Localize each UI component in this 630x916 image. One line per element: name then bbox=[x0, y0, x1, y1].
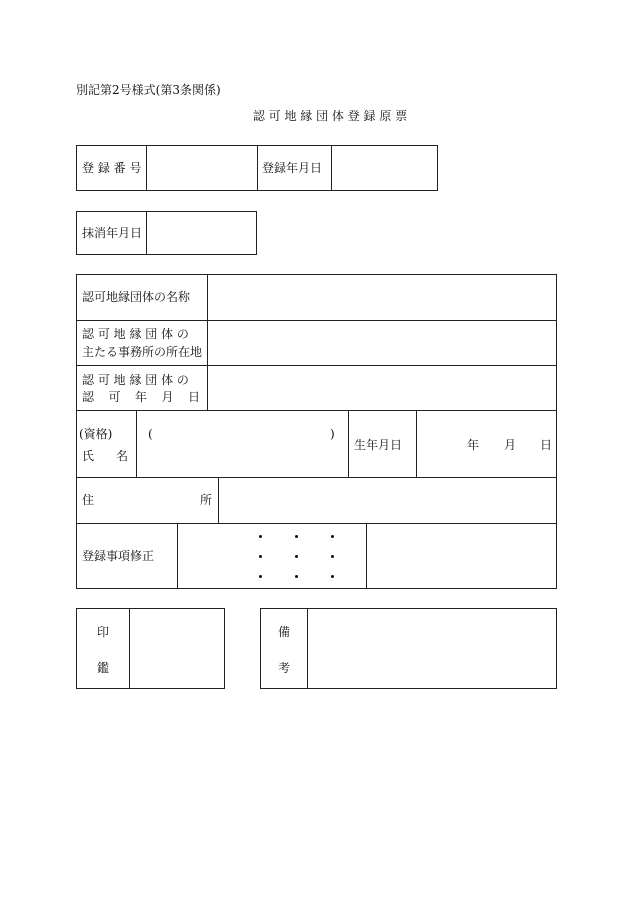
date-dot bbox=[259, 555, 262, 558]
seal-label-2: 鑑 bbox=[97, 661, 110, 675]
registration-number-field[interactable] bbox=[147, 146, 256, 190]
paren-close: ) bbox=[330, 427, 335, 441]
label-char: 名 bbox=[115, 449, 128, 463]
date-dot bbox=[259, 575, 262, 578]
remarks-field[interactable] bbox=[308, 609, 556, 688]
label-char: 住 bbox=[82, 493, 95, 507]
name-label bbox=[82, 448, 128, 464]
approval-label-line1: 認 可 地 縁 団 体 の bbox=[82, 373, 189, 387]
address-label bbox=[82, 492, 212, 508]
office-label-line2: 主たる事務所の所在地 bbox=[82, 345, 203, 359]
correction-label: 登録事項修正 bbox=[82, 549, 155, 563]
office-label-line1: 認 可 地 縁 団 体 の bbox=[82, 327, 189, 341]
qualification-label: (資格) bbox=[79, 427, 113, 441]
registration-number-label: 登 録 番 号 bbox=[82, 161, 142, 175]
label-char: 所 bbox=[199, 493, 212, 507]
registration-date-label: 登録年月日 bbox=[262, 161, 323, 175]
representative-name-field[interactable] bbox=[137, 411, 348, 477]
birthdate-field[interactable] bbox=[417, 411, 556, 477]
remarks-label-2: 考 bbox=[278, 661, 291, 675]
cancellation-date-label: 抹消年月日 bbox=[82, 226, 143, 240]
seal-field[interactable] bbox=[130, 609, 224, 688]
seal-label-1: 印 bbox=[97, 625, 110, 639]
date-dot bbox=[295, 575, 298, 578]
page-title: 認 可 地 縁 団 体 登 録 原 票 bbox=[252, 109, 408, 123]
date-dot bbox=[259, 535, 262, 538]
date-dot bbox=[295, 555, 298, 558]
registration-date-field[interactable] bbox=[332, 146, 437, 190]
approval-date-field[interactable] bbox=[208, 366, 556, 410]
label-char: 可 bbox=[108, 390, 121, 404]
label-char: 氏 bbox=[82, 449, 95, 463]
address-field[interactable] bbox=[219, 478, 556, 523]
birthdate-year-label: 年 bbox=[467, 438, 480, 452]
remarks-label-1: 備 bbox=[278, 625, 291, 639]
date-dot bbox=[331, 575, 334, 578]
correction-content-field[interactable] bbox=[367, 524, 556, 589]
label-char: 日 bbox=[187, 390, 200, 404]
correction-date-field[interactable] bbox=[178, 524, 366, 589]
birthdate-month-label: 月 bbox=[504, 438, 517, 452]
label-char: 認 bbox=[82, 390, 95, 404]
org-name-field[interactable] bbox=[208, 275, 556, 320]
org-name-label: 認可地縁団体の名称 bbox=[82, 290, 191, 304]
paren-open: ( bbox=[148, 427, 153, 441]
birthdate-day-label: 日 bbox=[540, 438, 553, 452]
label-char: 月 bbox=[161, 390, 174, 404]
form-reference: 別記第2号様式(第3条関係) bbox=[76, 83, 221, 97]
date-dot bbox=[331, 535, 334, 538]
divider bbox=[348, 410, 349, 477]
approval-label-line2 bbox=[82, 389, 200, 405]
date-dot bbox=[295, 535, 298, 538]
divider bbox=[257, 145, 258, 191]
birthdate-label: 生年月日 bbox=[354, 438, 403, 452]
office-address-field[interactable] bbox=[208, 321, 556, 365]
date-dot bbox=[331, 555, 334, 558]
label-char: 年 bbox=[134, 390, 147, 404]
cancellation-date-field[interactable] bbox=[147, 212, 256, 254]
